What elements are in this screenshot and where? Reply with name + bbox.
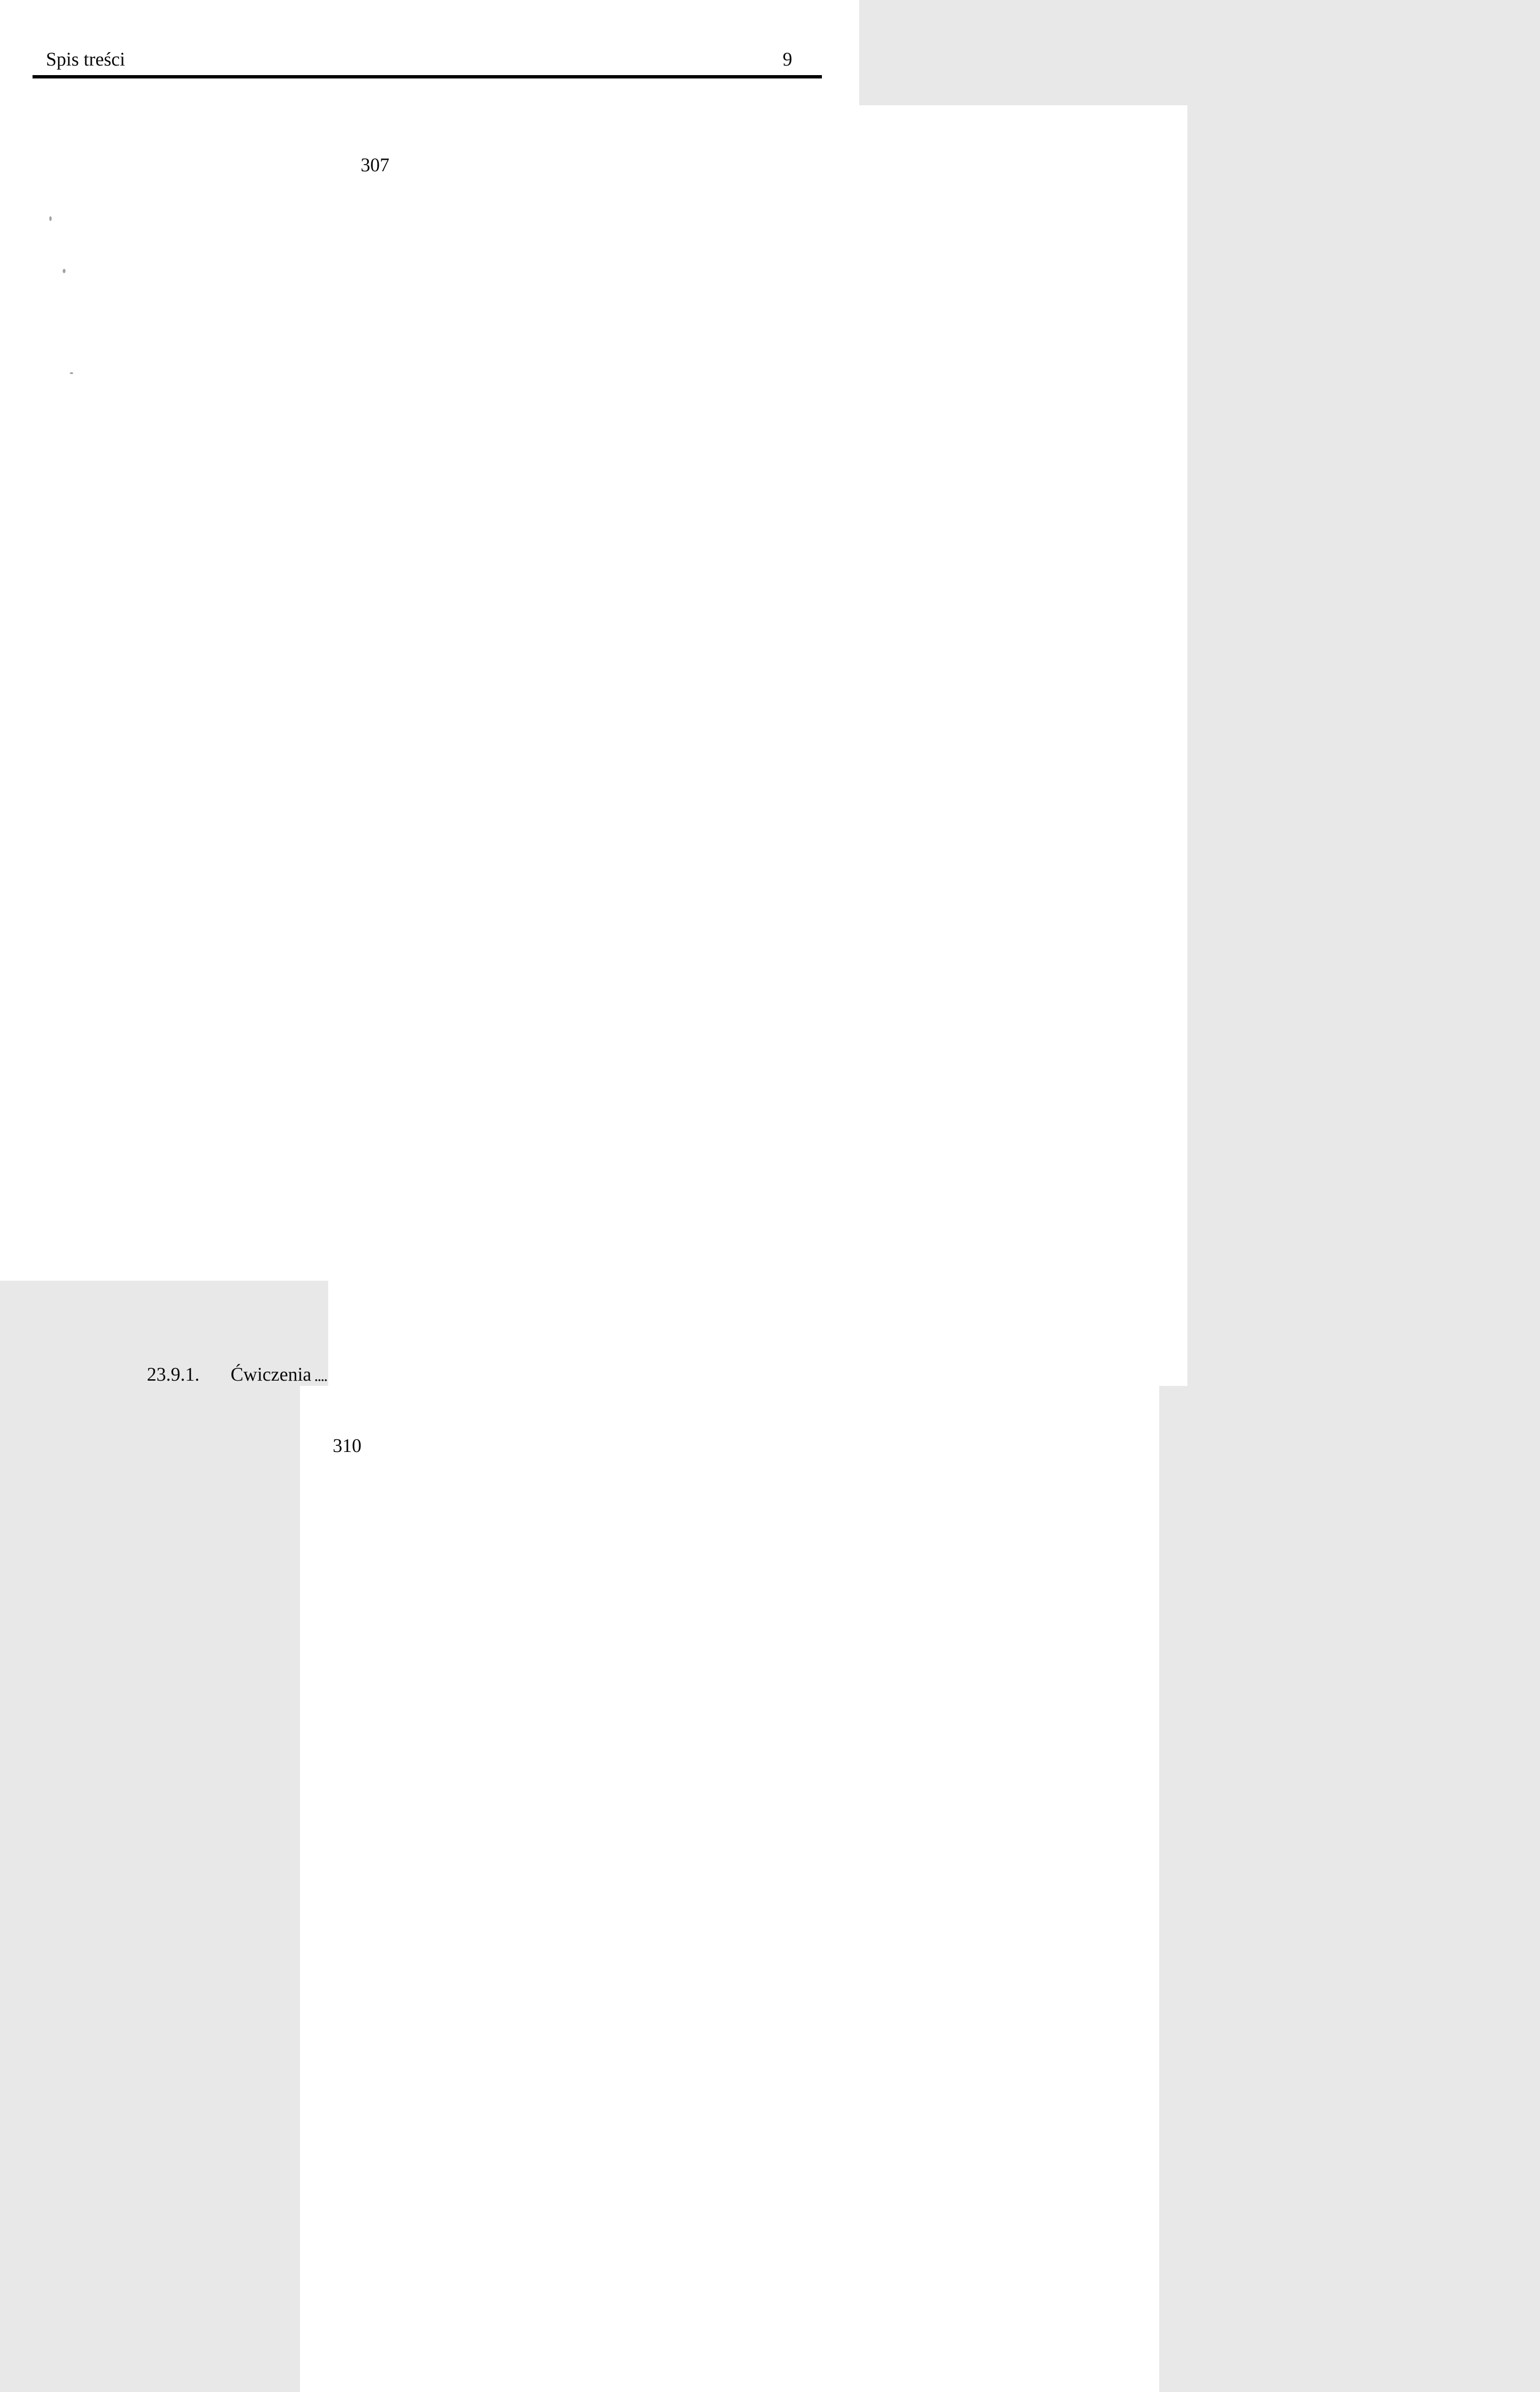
toc-entry [33, 105, 822, 1386]
scan-artifact [70, 372, 73, 374]
toc-list [33, 105, 822, 2392]
toc-leader-dots [315, 1379, 327, 1381]
page-header [33, 48, 822, 78]
header-page-number: 9 [783, 48, 792, 70]
scan-artifact [49, 216, 52, 221]
toc-entry-page: 307 [328, 105, 1187, 1386]
toc-entry-number: 23.9.1. [147, 1363, 199, 1385]
toc-entry-title: Ćwiczenia [231, 1363, 311, 1385]
header-title: Spis treści [46, 48, 125, 70]
scan-artifact [63, 269, 66, 273]
toc-entry-page: 310 [300, 1386, 1159, 2392]
toc-page [0, 0, 859, 1456]
toc-entry [33, 1386, 822, 2392]
